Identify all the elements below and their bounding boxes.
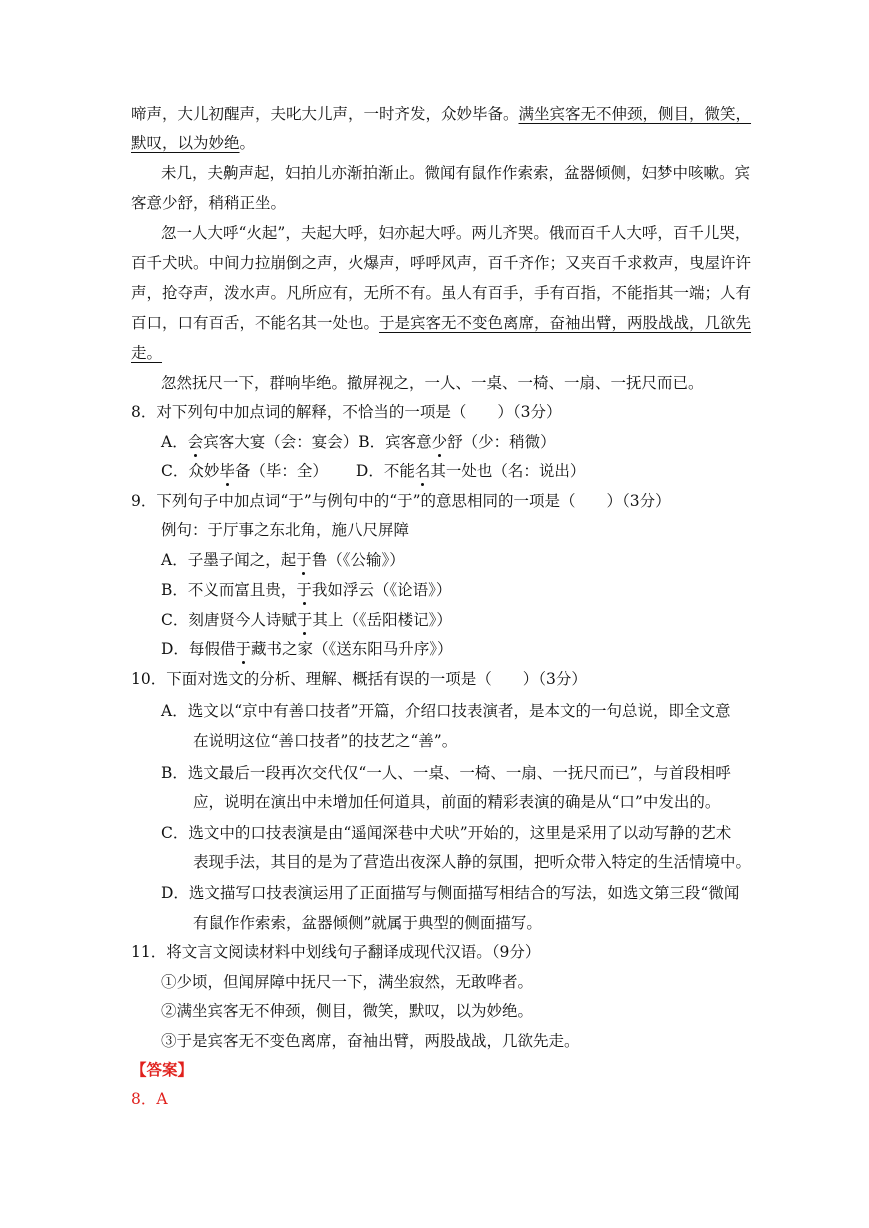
question-9-stem: 9．下列句子中加点词“于”与例句中的“于”的意思相同的一项是（ ）（3分）: [131, 492, 671, 510]
passage-line: [131, 104, 752, 124]
underlined-sentence: 默叹，以为妙绝: [131, 134, 240, 152]
dotted-word: 少: [431, 433, 448, 451]
passage-line: 忽一人大呼“火起”，夫起大呼，妇亦起大呼。两儿齐哭。俄而百千人大呼，百千儿哭，: [161, 224, 751, 242]
passage-line: 未几，夫齁声起，妇拍儿亦渐拍渐止。微闻有鼠作作索索，盆器倾侧，妇梦中咳嗽。宾: [161, 164, 751, 182]
question-11-sentence-1: ①少顷，但闻屏障中抚尺一下，满坐寂然，无敢哗者。: [161, 973, 534, 991]
dotted-word: 于: [296, 581, 312, 599]
question-10-option-c-cont: 表现手法，其目的是为了营造出夜深人静的氛围，把听众带入特定的生活情境中。: [193, 853, 752, 871]
dotted-word: 会: [187, 433, 204, 451]
question-9-example: 例句：于厅事之东北角，施八尺屏障: [161, 521, 410, 539]
passage-line: [131, 313, 752, 333]
dotted-word: 于: [296, 551, 312, 569]
passage-text: 百口，口有百舌，不能名其一处也。: [131, 314, 380, 332]
question-11-stem: 11．将文言文阅读材料中划线句子翻译成现代汉语。（9分）: [131, 943, 541, 961]
question-11-sentence-2: ②满坐宾客无不伸颈，侧目，微笑，默叹，以为妙绝。: [161, 1002, 534, 1020]
dotted-word: 名: [414, 462, 431, 480]
answer-8: 8．A: [131, 1090, 168, 1108]
answer-heading: 【答案】: [131, 1060, 194, 1079]
question-9-option-c: C．刻唐贤今人诗赋于其上（《岳阳楼记》）: [161, 611, 452, 629]
question-10-option-a: A．选文以“京中有善口技者”开篇，介绍口技表演者，是本文的一句总说，即全文意: [161, 702, 731, 720]
passage-line: 忽然抚尺一下，群响毕绝。撤屏视之，一人、一桌、一椅、一扇、一抚尺而已。: [161, 374, 704, 392]
question-10-option-b: B．选文最后一段再次交代仅“一人、一桌、一椅、一扇、一抚尺而已”，与首段相呼: [161, 764, 731, 782]
passage-line: 默叹，以为妙绝。: [131, 134, 256, 152]
question-11-sentence-3: ③于是宾客无不变色离席，奋袖出臂，两股战战，几欲先走。: [161, 1032, 580, 1050]
passage-line: 客意少舒，稍稍正坐。: [131, 194, 287, 212]
passage-line: 声，抢夺声，泼水声。凡所应有，无所不有。虽人有百手，手有百指，不能指其一端；人有: [131, 284, 752, 302]
question-10-option-b-cont: 应，说明在演出中未增加任何道具，前面的精彩表演的确是从“口”中发出的。: [193, 793, 721, 811]
underlined-sentence: 满坐宾客无不伸颈，侧目，微笑，: [518, 105, 752, 123]
question-8-stem: 8．对下列句中加点词的解释，不恰当的一项是（ ）（3分）: [131, 403, 562, 421]
question-10-stem: 10．下面对选文的分析、理解、概括有误的一项是（ ）（3分）: [131, 670, 587, 688]
question-9-option-a: A．子墨子闻之，起于鲁（《公输》）: [161, 551, 405, 569]
underlined-sentence: 于是宾客无不变色离席，奋袖出臂，两股战战，几欲先: [379, 314, 752, 332]
passage-text: 啼声，大儿初醒声，夫叱大儿声，一时齐发，众妙毕备。: [131, 105, 519, 123]
dotted-word: 毕: [219, 462, 235, 480]
question-9-option-d: D．每假借于藏书之家（《送东阳马升序》）: [161, 640, 453, 658]
question-8-options-cd: C．众妙毕备（毕：全） D．不能名其一处也（名：说出）: [161, 462, 586, 480]
dotted-word: 于: [296, 611, 313, 629]
question-10-option-d: D．选文描写口技表演运用了正面描写与侧面描写相结合的写法，如选文第三段“微闻: [161, 884, 740, 902]
passage-line: 百千犬吠。中间力拉崩倒之声，火爆声，呼呼风声，百千齐作；又夹百千求救声，曳屋许许: [131, 254, 752, 272]
question-8-options-ab: A．会宾客大宴（会：宴会）B．宾客意少舒（少：稍微）: [161, 433, 556, 451]
underlined-sentence: 走。: [131, 344, 163, 362]
question-10-option-d-cont: 有鼠作作索索，盆器倾侧”就属于典型的侧面描写。: [193, 914, 542, 932]
passage-line: [131, 343, 162, 363]
question-9-option-b: B．不义而富且贵，于我如浮云（《论语》）: [161, 581, 452, 599]
question-10-option-a-cont: 在说明这位“善口技者”的技艺之“善”。: [193, 732, 458, 750]
question-10-option-c: C．选文中的口技表演是由“遥闻深巷中犬吠”开始的，这里是采用了以动写静的艺术: [161, 824, 732, 842]
dotted-word: 于: [235, 640, 251, 658]
